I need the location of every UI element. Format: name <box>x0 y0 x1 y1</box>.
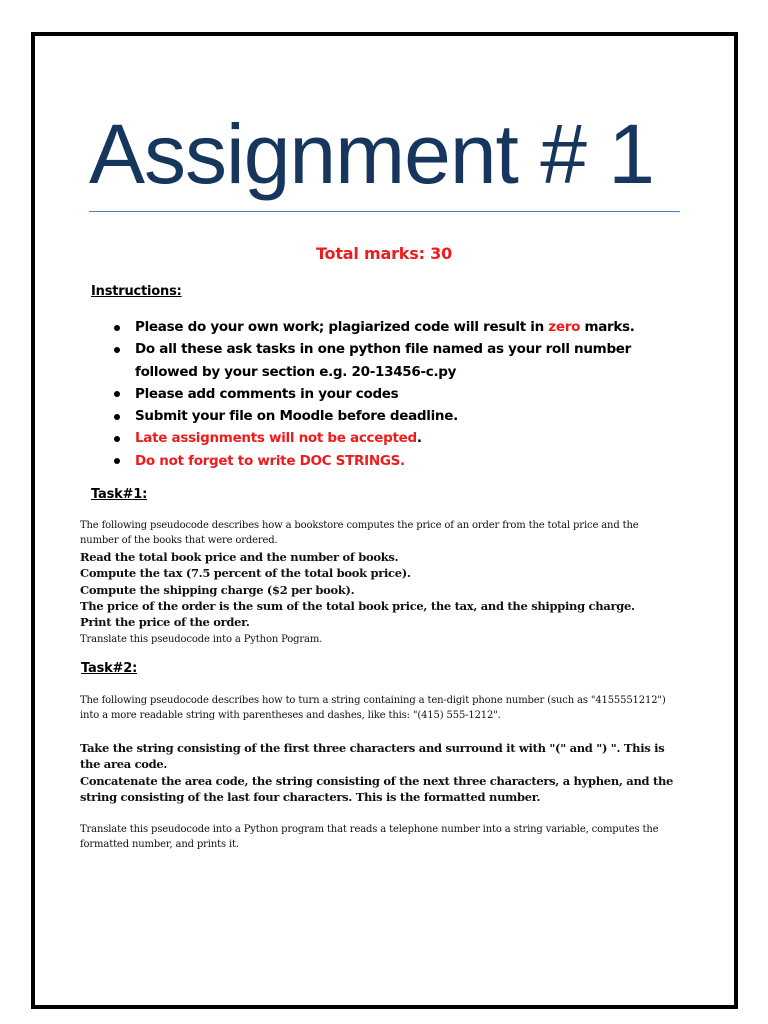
pseudocode-step: Compute the tax (7.5 percent of the total book price). <box>80 566 411 581</box>
pseudocode-step: Print the price of the order. <box>80 615 250 630</box>
instruction-text: Do all these ask tasks in one python file named as your roll number followed by your section e.g. 20-13456-c.py <box>135 341 632 380</box>
instructions-list <box>114 316 674 472</box>
title-divider <box>89 211 680 212</box>
instruction-text: Please add comments in your codes <box>135 385 399 402</box>
instruction-text: Please do your own work; plagiarized code will result in <box>135 319 549 335</box>
task2-heading: Task#2: <box>81 661 138 676</box>
pseudocode-step: Read the total book price and the number of books. <box>80 550 399 564</box>
pseudocode-step: Concatenate the area code, the string consisting of the next three characters, a hyphen, and the string consisting of the last four characters. This is the formatted number. <box>80 773 674 804</box>
instruction-item <box>114 450 674 472</box>
instruction-item <box>114 338 674 383</box>
pseudocode-step: The price of the order is the sum of the total book price, the tax, and the shipping charge. <box>80 598 635 613</box>
instruction-item <box>114 427 674 449</box>
instruction-item <box>114 383 674 405</box>
instruction-warning: Late assignments will not be accepted <box>135 430 417 447</box>
task2-translate: Translate this pseudocode into a Python program that reads a telephone number into a string variable, computes the formatted number, and prints it. <box>80 824 659 850</box>
task2-description: The following pseudocode describes how to turn a string containing a ten-digit phone number (such as "4155551212") into a more readable string with parentheses and dashes, like this: "(415) 555-1212". <box>80 695 666 721</box>
instructions-heading: Instructions: <box>91 284 182 299</box>
task1-translate: Translate this pseudocode into a Python Pogram. <box>80 634 323 645</box>
total-marks: Total marks: 30 <box>315 244 453 263</box>
instruction-item <box>114 405 674 427</box>
pseudocode-step: Compute the shipping charge ($2 per book). <box>80 582 355 597</box>
task2-pseudocode <box>80 740 680 805</box>
document-title: Assignment # 1 <box>89 107 654 201</box>
instruction-text: Submit your file on Moodle before deadline. <box>135 408 458 425</box>
zero-highlight: zero <box>548 319 581 335</box>
instruction-warning: Do not forget to write DOC STRINGS. <box>135 452 405 469</box>
task1-heading: Task#1: <box>91 487 148 502</box>
instruction-item <box>114 316 674 338</box>
instruction-text: . <box>416 430 422 447</box>
instruction-text: marks. <box>580 319 635 335</box>
task1-pseudocode <box>80 549 680 630</box>
task1-description: The following pseudocode describes how a bookstore computes the price of an order from the total price and the number of the books that were ordered. <box>80 520 639 546</box>
pseudocode-step: Take the string consisting of the first three characters and surround it with "(" and ") ". This is the area code. <box>80 741 665 772</box>
